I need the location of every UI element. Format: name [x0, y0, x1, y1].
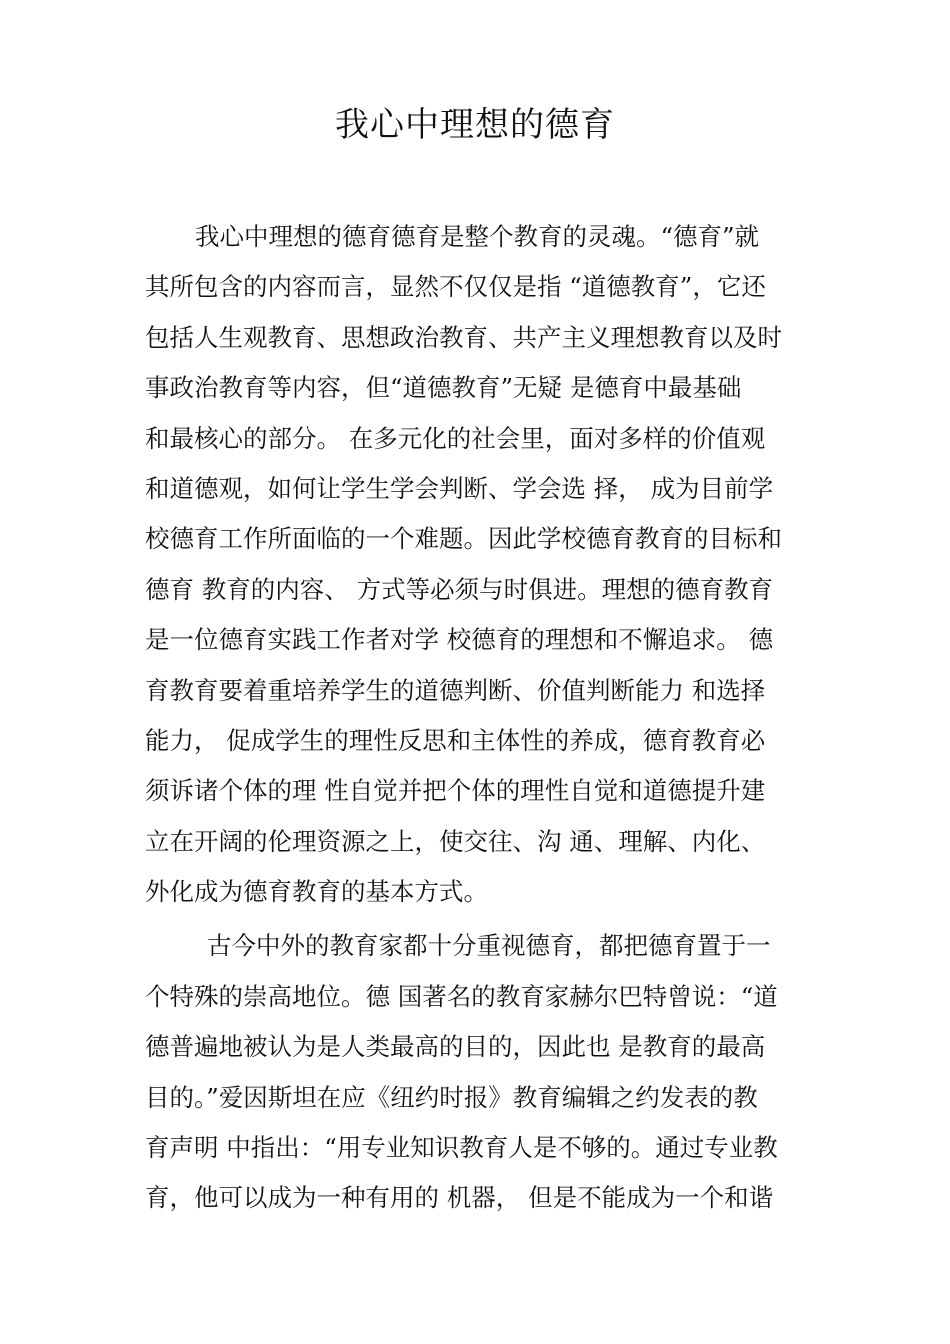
text-line: 育，他可以成为一种有用的 机器， 但是不能成为一个和谐: [145, 1183, 774, 1213]
text-line: 个特殊的崇高地位。德 国著名的教育家赫尔巴特曾说：“道: [145, 981, 778, 1011]
text-line: 育教育要着重培养学生的道德判断、价值判断能力 和选择: [145, 675, 766, 705]
text-line: 立在开阔的伦理资源之上，使交往、沟 通、理解、内化、: [145, 826, 766, 856]
text-line: 和道德观，如何让学生学会判断、学会选 择， 成为目前学: [145, 473, 774, 503]
text-line: 事政治教育等内容，但“道德教育”无疑 是德育中最基础: [145, 373, 742, 403]
paragraph-2: [145, 921, 810, 1223]
paragraph-1: [145, 212, 810, 917]
text-line: 育声明 中指出：“用专业知识教育人是不够的。通过专业教: [145, 1133, 778, 1163]
text-line: 外化成为德育教育的基本方式。: [145, 877, 488, 907]
text-line: 须诉诸个体的理 性自觉并把个体的理性自觉和道德提升建: [145, 776, 766, 806]
text-line: 校德育工作所面临的一个难题。因此学校德育教育的目标和: [145, 524, 782, 554]
text-line: 是一位德育实践工作者对学 校德育的理想和不懈追求。 德: [145, 625, 774, 655]
text-line: 古今中外的教育家都十分重视德育，都把德育置于一: [207, 931, 771, 961]
document-title: 我心中理想的德育: [335, 105, 615, 145]
document-body: [145, 212, 810, 1224]
text-line: 我心中理想的德育德育是整个教育的灵魂。“德育”就: [195, 222, 760, 251]
text-line: 德普遍地被认为是人类最高的目的，因此也 是教育的最高: [145, 1032, 766, 1062]
text-line: 目的。”爱因斯坦在应《纽约时报》教育编辑之约发表的教: [145, 1082, 758, 1112]
text-line: 德育 教育的内容、 方式等必须与时俱进。理想的德育教育: [145, 574, 774, 604]
text-line: 和最核心的部分。 在多元化的社会里，面对多样的价值观: [145, 423, 766, 453]
text-line: 包括人生观教育、思想政治教育、共产主义理想教育以及时: [145, 322, 782, 352]
text-line: 其所包含的内容而言，显然不仅仅是指 “道德教育”，它还: [145, 272, 766, 302]
text-line: 能力， 促成学生的理性反思和主体性的养成，德育教育必: [145, 725, 766, 755]
